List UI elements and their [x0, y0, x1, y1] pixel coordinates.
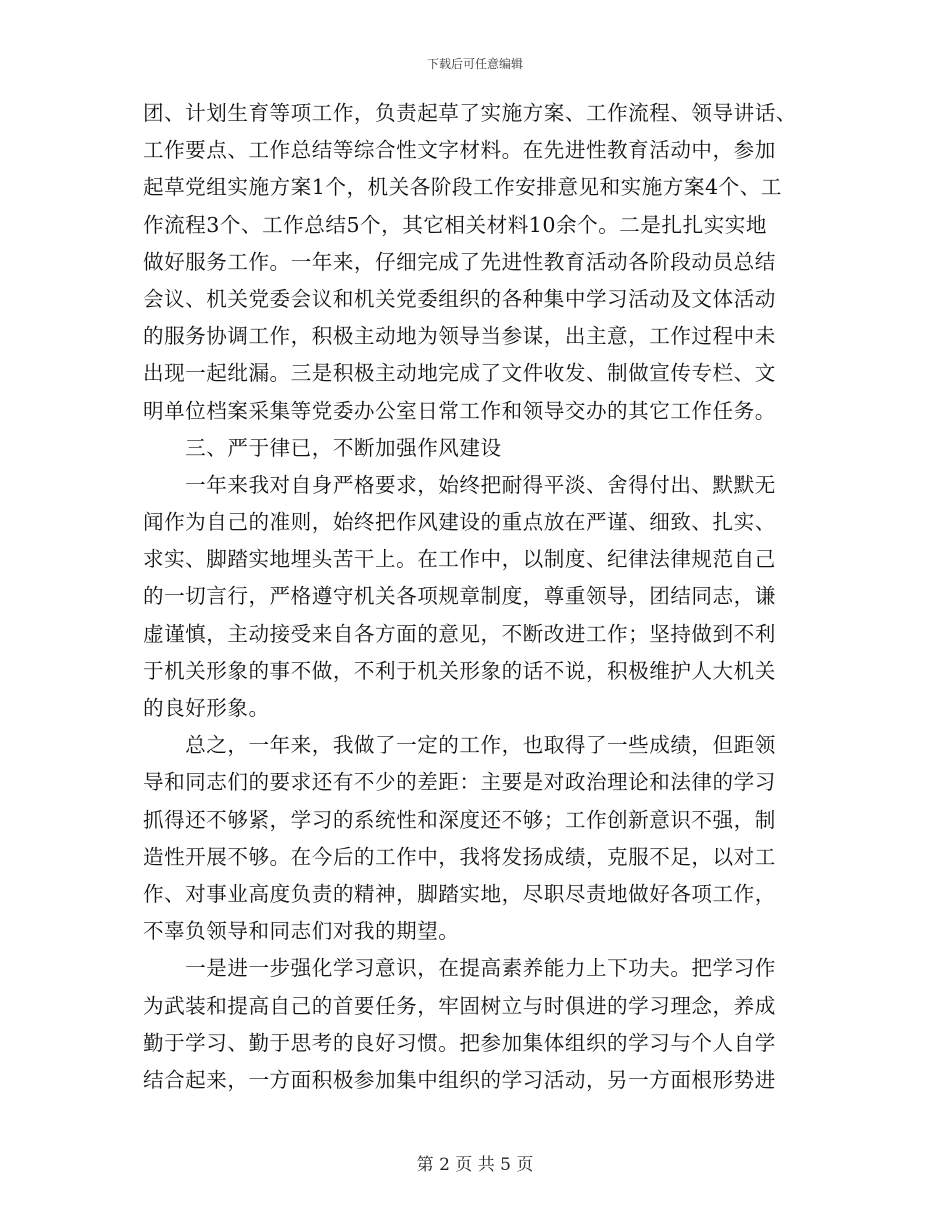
- text-line: 导和同志们的要求还有不少的差距：主要是对政治理论和法律的学习: [143, 770, 776, 795]
- text-line: 一年来我对自身严格要求，始终把耐得平淡、舍得付出、默默无: [143, 472, 776, 497]
- text-line: 起草党组实施方案1个，机关各阶段工作安排意见和实施方案4个、工: [143, 175, 782, 200]
- text-line: 会议、机关党委会议和机关党委组织的各种集中学习活动及文体活动: [143, 286, 776, 311]
- text-line: 作、对事业高度负责的精神，脚踏实地，尽职尽责地做好各项工作，: [143, 881, 776, 906]
- text-line: 的良好形象。: [143, 696, 270, 720]
- text-line: 总之，一年来，我做了一定的工作，也取得了一些成绩，但距领: [143, 733, 776, 758]
- text-line: 造性开展不够。在今后的工作中，我将发扬成绩，克服不足，以对工: [143, 844, 776, 869]
- text-line: 虚谨慎，主动接受来自各方面的意见，不断改进工作；坚持做到不利: [143, 621, 776, 646]
- header-note: 下载后可任意编辑: [426, 57, 523, 71]
- text-line: 团、计划生育等项工作，负责起草了实施方案、工作流程、领导讲话、: [143, 101, 797, 125]
- text-line: 作流程3个、工作总结5个，其它相关材料10余个。二是扎扎实实地: [143, 212, 767, 237]
- section-heading: 三、严于律已，不断加强作风建设: [143, 435, 502, 460]
- text-line: 工作要点、工作总结等综合性文字材料。在先进性教育活动中，参加: [143, 138, 776, 163]
- text-line: 为武装和提高自己的首要任务，牢固树立与时俱进的学习理念，养成: [143, 993, 776, 1018]
- text-line: 勤于学习、勤于思考的良好习惯。把参加集体组织的学习与个人自学: [143, 1030, 776, 1055]
- page-number-footer: 第 2 页 共 5 页: [416, 1155, 534, 1175]
- text-line: 抓得还不够紧，学习的系统性和深度还不够；工作创新意识不强，制: [143, 807, 776, 832]
- text-line: 闻作为自己的准则，始终把作风建设的重点放在严谨、细致、扎实、: [143, 510, 776, 535]
- text-line: 不辜负领导和同志们对我的期望。: [143, 919, 460, 944]
- text-line: 的一切言行，严格遵守机关各项规章制度，尊重领导，团结同志，谦: [143, 584, 776, 609]
- text-line: 于机关形象的事不做，不利于机关形象的话不说，积极维护人大机关: [143, 658, 776, 683]
- document-body: [143, 95, 811, 1099]
- text-line: 求实、脚踏实地埋头苦干上。在工作中，以制度、纪律法律规范自己: [143, 547, 776, 572]
- text-line: 做好服务工作。一年来，仔细完成了先进性教育活动各阶段动员总结: [143, 249, 776, 274]
- text-line: 出现一起纰漏。三是积极主动地完成了文件收发、制做宣传专栏、文: [143, 361, 776, 386]
- text-line: 结合起来，一方面积极参加集中组织的学习活动，另一方面根形势进: [143, 1067, 776, 1092]
- text-line: 明单位档案采集等党委办公室日常工作和领导交办的其它工作任务。: [143, 398, 776, 423]
- text-line: 一是进一步强化学习意识，在提高素养能力上下功夫。把学习作: [143, 956, 776, 981]
- text-line: 的服务协调工作，积极主动地为领导当参谋，出主意，工作过程中未: [143, 324, 776, 349]
